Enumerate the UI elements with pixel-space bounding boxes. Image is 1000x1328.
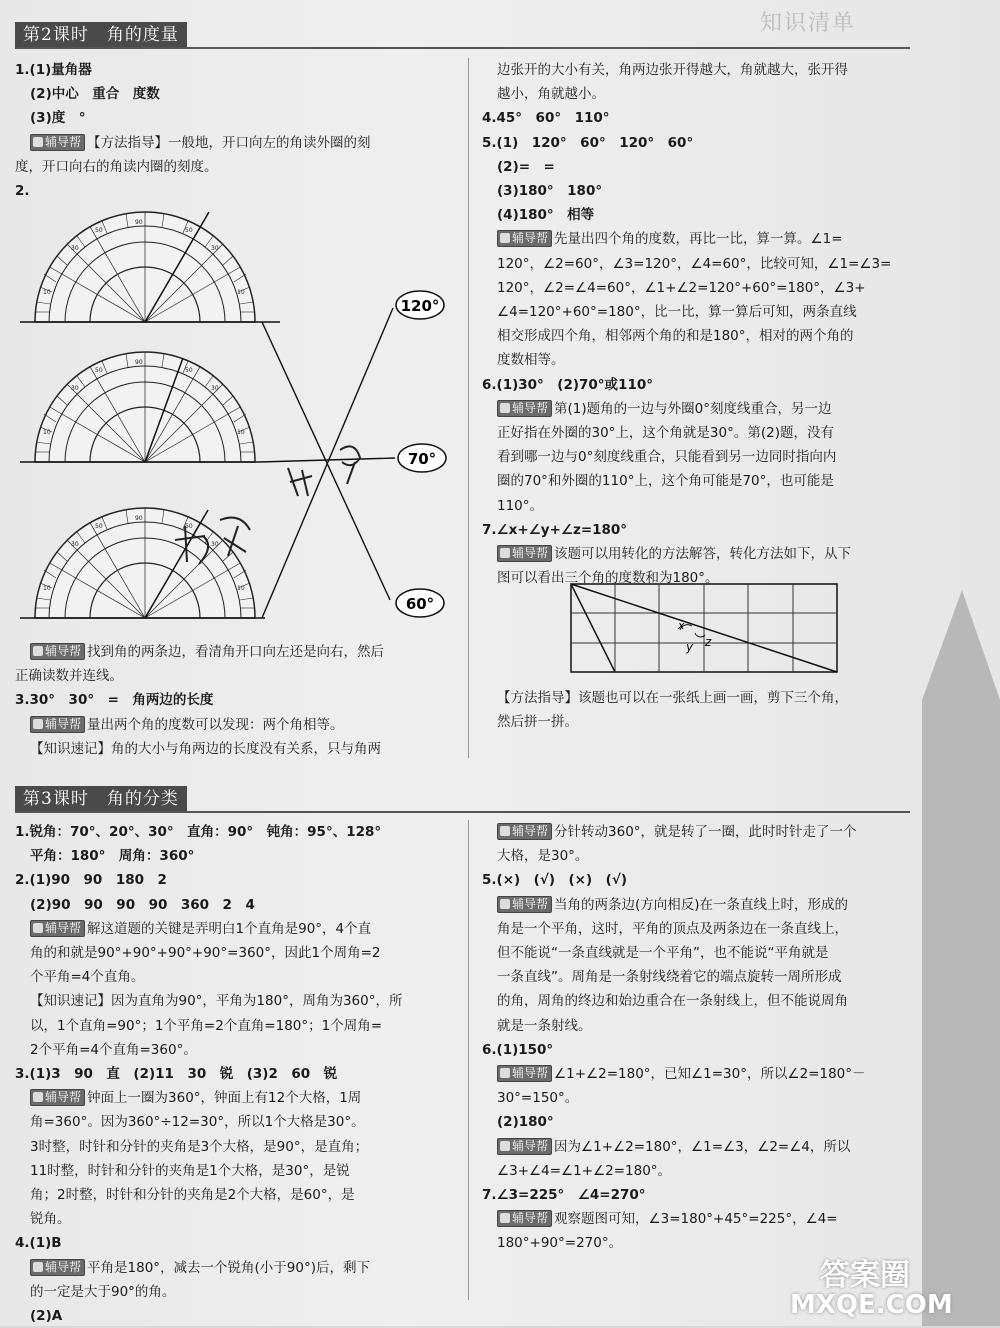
- answer-6: 6.(1)30° (2)70°或110°: [482, 376, 653, 393]
- help-5-l5: 相交形成四个角，相邻两个角的和是180°，相对的两个角的: [497, 328, 854, 345]
- help-5-l3: 120°，∠2=∠4=60°，∠1+∠2=120°+60°=180°，∠3+: [497, 279, 866, 296]
- book-icon: [500, 548, 510, 558]
- column-divider: [468, 58, 469, 758]
- book-icon: [500, 826, 510, 836]
- section-title-angle-classify: 第3课时 角的分类: [15, 786, 187, 812]
- answer-3: 3.30° 30° = 角两边的长度: [15, 692, 214, 709]
- s2-answer-3: 3.(1)3 90 直 (2)11 30 锐 (3)2 60 锐: [15, 1066, 338, 1083]
- s2-answer-1-2: 平角：180° 周角：360°: [30, 848, 195, 865]
- s2-help-2-l3: 个平角=4个直角。: [30, 969, 145, 986]
- answer-4: 4.45° 60° 110°: [482, 110, 610, 127]
- method-note-7-cont: 然后拼一拼。: [497, 714, 578, 731]
- section2-left-column: [15, 820, 455, 1328]
- answer-circle-1: [396, 291, 444, 319]
- section-rule: [15, 47, 910, 49]
- section1-right-bottom: [497, 686, 927, 734]
- answer-connect-lines: [260, 308, 395, 618]
- angle-y-label: y: [686, 640, 694, 654]
- s2-help-4b-l2: 大格，是30°。: [497, 848, 589, 865]
- knowledge-note-cont-2: 越小，角就越小。: [497, 86, 605, 103]
- answer-circle-text-3: 60°: [405, 595, 435, 613]
- s2-help-3-l4: 11时整，时针和分针的夹角是1个大格，是30°，是锐: [30, 1162, 350, 1179]
- s2-answer-7: 7.∠3=225° ∠4=270°: [482, 1187, 646, 1204]
- answer-1-3: (3)度 °: [30, 110, 86, 127]
- book-icon: [33, 646, 43, 656]
- help-6-l3: 看到哪一边与0°刻度线重合，只能看到另一边同时指向内: [497, 449, 837, 466]
- s2-help-3-l6: 锐角。: [30, 1211, 71, 1228]
- help-tag: 辅导帮: [30, 134, 85, 151]
- book-icon: [500, 1068, 510, 1078]
- s2-help-2-l2: 角的和就是90°+90°+90°+90°=360°，因此1个周角=2: [30, 945, 381, 962]
- knowledge-note-1: 【知识速记】角的大小与角两边的长度没有关系，只与角两: [30, 740, 381, 757]
- help-5: 辅导帮 先量出四个角的度数，再比一比，算一算。∠1=: [482, 227, 917, 251]
- help-7-l2: 图可以看出三个角的度数和为180°。: [497, 570, 719, 587]
- s2-help-4b: 辅导帮 分针转动360°，就是转了一圈，此时时针走了一个: [482, 820, 922, 844]
- s2-help-5-l3: 但不能说“一条直线就是一个平角”，也不能说“平角就是: [497, 945, 829, 962]
- help-5-l6: 度数相等。: [497, 352, 565, 369]
- book-icon: [33, 137, 43, 147]
- help-6-l5: 110°。: [497, 497, 544, 514]
- help-tag: 辅导帮: [497, 400, 552, 417]
- s2-answer-4-1: 4.(1)B: [15, 1235, 62, 1252]
- s2-answer-6-1: 6.(1)150°: [482, 1041, 554, 1058]
- book-icon: [500, 233, 510, 243]
- s2-answer-2-1: 2.(1)90 90 180 2: [15, 872, 167, 889]
- help-7: 辅导帮 该题可以用转化的方法解答，转化方法如下，从下: [482, 542, 917, 566]
- faded-header-title: 知识清单: [760, 11, 857, 36]
- protractor-1: [20, 212, 280, 322]
- answer-1-2: (2)中心 重合 度数: [30, 86, 160, 103]
- s2-help-4-l2: 的一定是大于90°的角。: [30, 1283, 176, 1300]
- help-tag: 辅导帮: [497, 1138, 552, 1155]
- angle-z-label: z: [705, 635, 712, 649]
- s2-help-6-1-l2: 30°=150°。: [497, 1090, 579, 1107]
- watermark-logo: 答案圈: [820, 1258, 910, 1293]
- s2-help-2: 辅导帮 解这道题的关键是弄明白1个直角是90°，4个直: [15, 917, 455, 941]
- answer-5-3: (3)180° 180°: [497, 183, 603, 200]
- s2-help-6-2: 辅导帮 因为∠1+∠2=180°，∠1=∠3，∠2=∠4，所以: [482, 1135, 922, 1159]
- book-icon: [33, 1092, 43, 1102]
- book-icon: [500, 899, 510, 909]
- s2-help-3-l2: 角=360°。因为360°÷12=30°，所以1个大格是30°。: [30, 1114, 365, 1131]
- method-note-7: 【方法指导】该题也可以在一张纸上画一画，剪下三个角，: [497, 690, 848, 706]
- help-5-l2: 120°，∠2=60°，∠3=120°，∠4=60°，比较可知，∠1=∠3=: [497, 255, 892, 272]
- s2-know-2-l2: 以，1个直角=90°；1个平角=2个直角=180°；1个周角=: [30, 1017, 383, 1034]
- answer-2: 2.: [15, 183, 30, 200]
- s2-help-4: 辅导帮 平角是180°，减去一个锐角(小于90°)后，剩下: [15, 1256, 455, 1280]
- help-2-cont: 正确读数并连线。: [15, 668, 123, 685]
- protractor-figure: [20, 200, 460, 640]
- answer-5-4: (4)180° 相等: [497, 207, 595, 224]
- help-6-l2: 正好指在外圈的30°上，这个角就是30°。第(2)题，没有: [497, 425, 834, 442]
- book-icon: [500, 1141, 510, 1151]
- help-tag: 辅导帮: [30, 716, 85, 733]
- section-rule: [15, 811, 910, 813]
- help-1-cont: 度，开口向右的角读内圈的刻度。: [15, 158, 218, 175]
- s2-help-6-2-l2: ∠3+∠4=∠1+∠2=180°。: [497, 1162, 672, 1179]
- book-icon: [33, 1262, 43, 1272]
- book-icon: [33, 923, 43, 933]
- help-6: 辅导帮 第(1)题角的一边与外圈0°刻度线重合，另一边: [482, 397, 917, 421]
- book-icon: [33, 719, 43, 729]
- help-5-l4: ∠4=120°+60°=180°，比一比，算一算后可知，两条直线: [497, 304, 857, 321]
- book-icon: [500, 403, 510, 413]
- answer-7: 7.∠x+∠y+∠z=180°: [482, 521, 628, 538]
- s2-answer-5: 5.(×) (√) (×) (√): [482, 872, 628, 889]
- section1-right-column: [482, 58, 917, 590]
- book-icon: [500, 1213, 510, 1223]
- help-6-l4: 圈的70°和外圈的110°上，这个角可能是70°，也可能是: [497, 473, 834, 490]
- s2-help-5-l5: 的角，周角的终边和始边重合在一条射线上，但不能说周角: [497, 993, 848, 1010]
- s2-answer-6-2: (2)180°: [497, 1114, 554, 1131]
- s2-help-6-1: 辅导帮 ∠1+∠2=180°，已知∠1=30°，所以∠2=180°－: [482, 1062, 922, 1086]
- help-tag: 辅导帮: [30, 920, 85, 937]
- protractor-2: [20, 352, 260, 462]
- section-title-angle-measure: 第2课时 角的度量: [15, 22, 187, 48]
- help-tag: 辅导帮: [497, 823, 552, 840]
- s2-answer-4-2: (2)A: [30, 1308, 63, 1325]
- help-tag: 辅导帮: [30, 643, 85, 660]
- answer-circle-text-2: 70°: [407, 450, 437, 468]
- answer-5-1: 5.(1) 120° 60° 120° 60°: [482, 134, 694, 151]
- help-2: 辅导帮 找到角的两条边，看清角开口向左还是向右，然后: [15, 640, 455, 664]
- help-tag: 辅导帮: [30, 1259, 85, 1276]
- angle-sum-grid-figure: [570, 583, 840, 675]
- answer-circle-text-1: 120°: [400, 297, 440, 315]
- protractor-3: [20, 508, 265, 618]
- s2-help-3: 辅导帮 钟面上一圈为360°，钟面上有12个大格，1周: [15, 1086, 455, 1110]
- help-1: 辅导帮 【方法指导】一般地，开口向左的角读外圈的刻: [15, 131, 455, 155]
- s2-know-2-l1: 【知识速记】因为直角为90°，平角为180°，周角为360°，所: [30, 993, 403, 1010]
- s2-help-3-l3: 3时整，时针和分针的夹角是3个大格，是90°，是直角；: [30, 1138, 369, 1155]
- help-tag: 辅导帮: [30, 1089, 85, 1106]
- section2-right-column: [482, 820, 922, 1256]
- s2-help-5-l6: 就是一条射线。: [497, 1017, 592, 1034]
- s2-help-5: 辅导帮 当角的两条边(方向相反)在一条直线上时，形成的: [482, 893, 922, 917]
- answer-circle-2: [398, 444, 446, 472]
- answer-5-2: (2)= =: [497, 158, 555, 175]
- section1-left-bottom: [15, 640, 455, 761]
- watermark-url: MXQE.COM: [790, 1290, 953, 1320]
- help-tag: 辅导帮: [497, 1065, 552, 1082]
- angle-x-label: x: [678, 619, 685, 632]
- s2-know-2-l3: 2个平角=4个直角=360°。: [30, 1041, 197, 1058]
- s2-help-5-l2: 角是一个平角，这时，平角的顶点及两条边在一条直线上，: [497, 920, 848, 937]
- section1-left-column: [15, 58, 455, 203]
- s2-help-5-l4: 一条直线”。周角是一条射线绕着它的端点旋转一周所形成: [497, 969, 842, 986]
- s2-answer-1-1: 1.锐角：70°、20°、30° 直角：90° 钝角：95°、128°: [15, 824, 382, 840]
- help-tag: 辅导帮: [497, 545, 552, 562]
- column-divider: [468, 820, 469, 1300]
- s2-help-7: 辅导帮 观察题图可知，∠3=180°+45°=225°，∠4=: [482, 1207, 922, 1231]
- help-tag: 辅导帮: [497, 1210, 552, 1227]
- knowledge-note-cont-1: 边张开的大小有关，角两边张开得越大，角就越大，张开得: [497, 62, 848, 78]
- s2-help-7-l2: 180°+90°=270°。: [497, 1235, 623, 1252]
- s2-answer-2-2: (2)90 90 90 90 360 2 4: [30, 896, 255, 913]
- answer-circle-3: [396, 589, 444, 617]
- answer-1-1: 1.(1)量角器: [15, 62, 92, 78]
- help-tag: 辅导帮: [497, 896, 552, 913]
- decorative-side-shape: [922, 590, 1000, 1326]
- s2-help-3-l5: 角；2时整，时针和分针的夹角是2个大格，是60°，是: [30, 1187, 355, 1204]
- help-3: 辅导帮 量出两个角的度数可以发现：两个角相等。: [15, 713, 455, 737]
- help-tag: 辅导帮: [497, 230, 552, 247]
